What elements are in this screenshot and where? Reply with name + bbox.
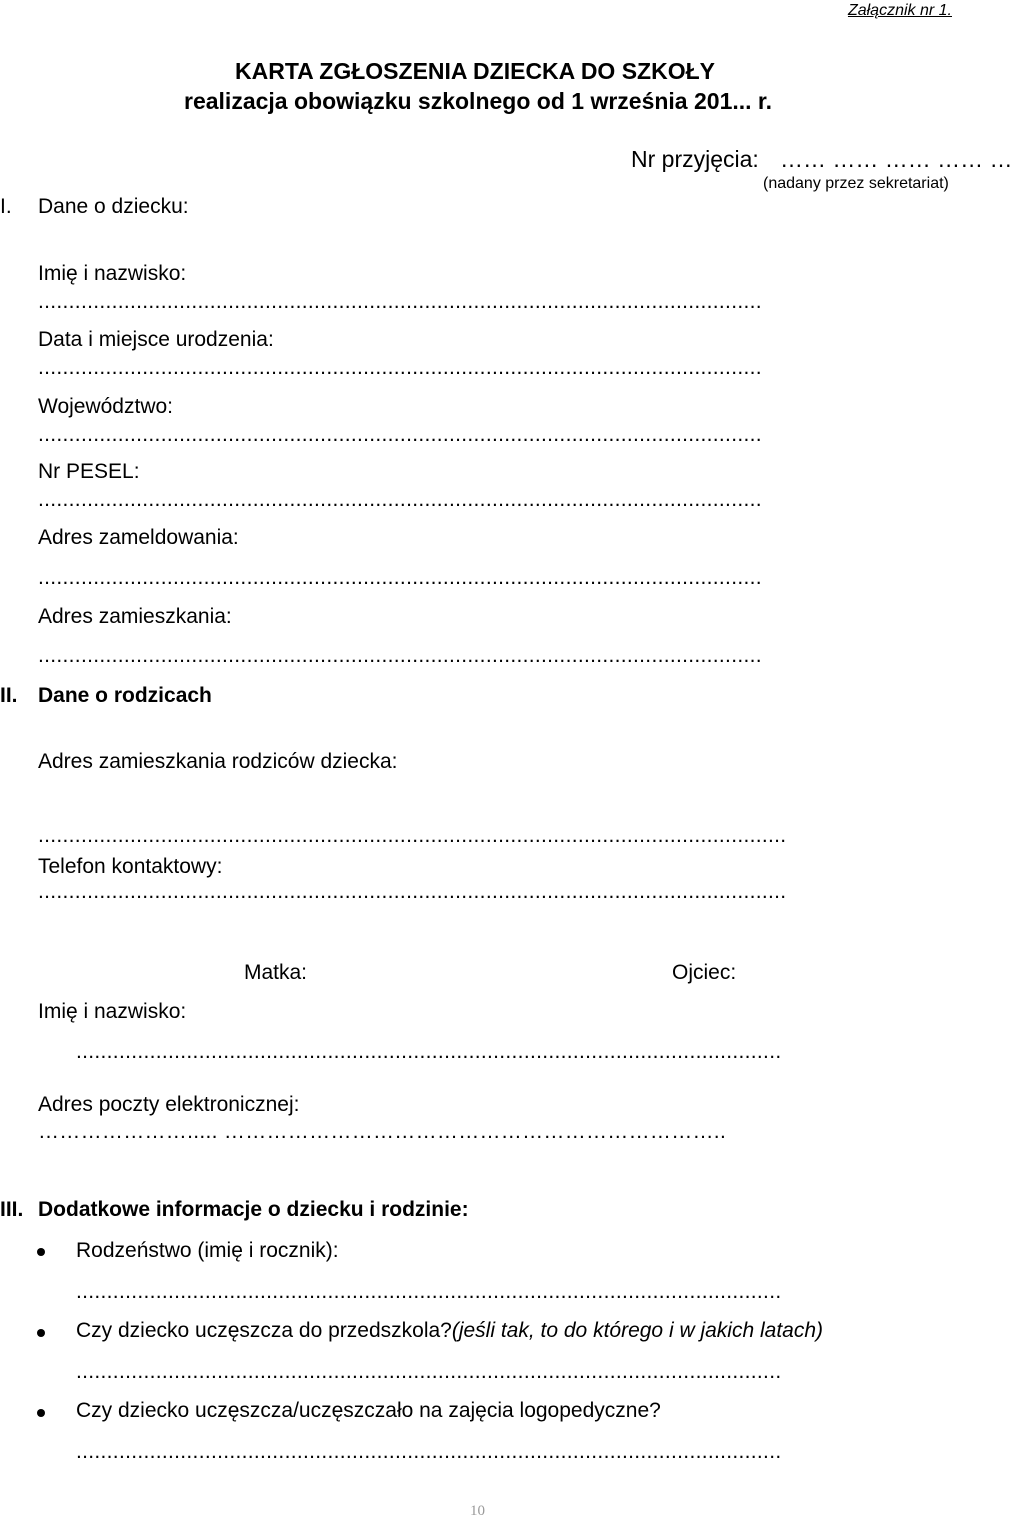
voivodeship-field[interactable]: ...................................................................................................................... (38, 423, 762, 446)
child-name-field[interactable]: ...................................................................................................................... (38, 290, 762, 313)
section3-number: III. (0, 1198, 24, 1221)
residence-address-field[interactable]: ...................................................................................................................... (38, 644, 762, 667)
annex-label: Załącznik nr 1. (847, 2, 952, 19)
section1-title: Dane o dziecku: (38, 195, 189, 218)
admission-number-field[interactable]: …… …… …… …… … (780, 146, 1013, 172)
form-title (0, 58, 960, 85)
preschool-question-note: (jeśli tak, to do którego i w jakich latach) (451, 1319, 824, 1342)
residence-address-label: Adres zamieszkania: (38, 605, 232, 628)
page-number: 10 (470, 1503, 485, 1519)
father-label: Ojciec: (672, 961, 737, 984)
preschool-field[interactable]: ................................................................................................................... (76, 1360, 782, 1383)
section3-title: Dodatkowe informacje o dziecku i rodzinie: (38, 1198, 469, 1221)
form-title-line2: realizacja obowiązku szkolnego od 1 września 201... r. (184, 88, 772, 114)
parents-address-label: Adres zamieszkania rodziców dziecka: (38, 750, 398, 773)
preschool-question (76, 1319, 823, 1343)
bullet-icon (37, 1409, 45, 1417)
siblings-field[interactable]: ................................................................................................................... (76, 1280, 782, 1303)
parents-name-field[interactable]: ................................................................................................................... (76, 1040, 782, 1063)
pesel-label: Nr PESEL: (38, 460, 140, 483)
birth-date-place-field[interactable]: ...................................................................................................................... (38, 356, 762, 379)
parents-name-label: Imię i nazwisko: (38, 1000, 187, 1023)
section2-number: II. (0, 684, 18, 707)
registered-address-label: Adres zameldowania: (38, 526, 239, 549)
form-subtitle (0, 88, 960, 115)
siblings-question: Rodzeństwo (imię i rocznik): (76, 1239, 339, 1262)
bullet-icon (37, 1329, 45, 1337)
email-field[interactable]: …………………..... …………………………………………………………….. (38, 1120, 727, 1143)
admission-number-label: Nr przyjęcia: (631, 146, 759, 172)
pesel-field[interactable]: ...................................................................................................................... (38, 488, 762, 511)
email-label: Adres poczty elektronicznej: (38, 1093, 300, 1116)
parents-address-field[interactable]: .......................................................................................................................... (38, 824, 787, 847)
child-name-label: Imię i nazwisko: (38, 262, 187, 285)
mother-label: Matka: (244, 961, 308, 984)
speech-therapy-question: Czy dziecko uczęszcza/uczęszczało na zajęcia logopedyczne? (76, 1399, 661, 1422)
section2-title: Dane o rodzicach (38, 684, 212, 707)
speech-therapy-field[interactable]: ................................................................................................................... (76, 1440, 782, 1463)
admission-note: (nadany przez sekretariat) (763, 175, 949, 192)
bullet-icon (37, 1248, 45, 1256)
voivodeship-label: Województwo: (38, 395, 174, 418)
registered-address-field[interactable]: ...................................................................................................................... (38, 566, 762, 589)
birth-date-place-label: Data i miejsce urodzenia: (38, 328, 274, 351)
phone-field[interactable]: .......................................................................................................................... (38, 880, 787, 903)
section1-number: I. (0, 195, 12, 218)
phone-label: Telefon kontaktowy: (38, 855, 223, 878)
form-title-line1: KARTA ZGŁOSZENIA DZIECKA DO SZKOŁY (234, 58, 715, 84)
preschool-question-text: Czy dziecko uczęszcza do przedszkola? (76, 1319, 452, 1342)
